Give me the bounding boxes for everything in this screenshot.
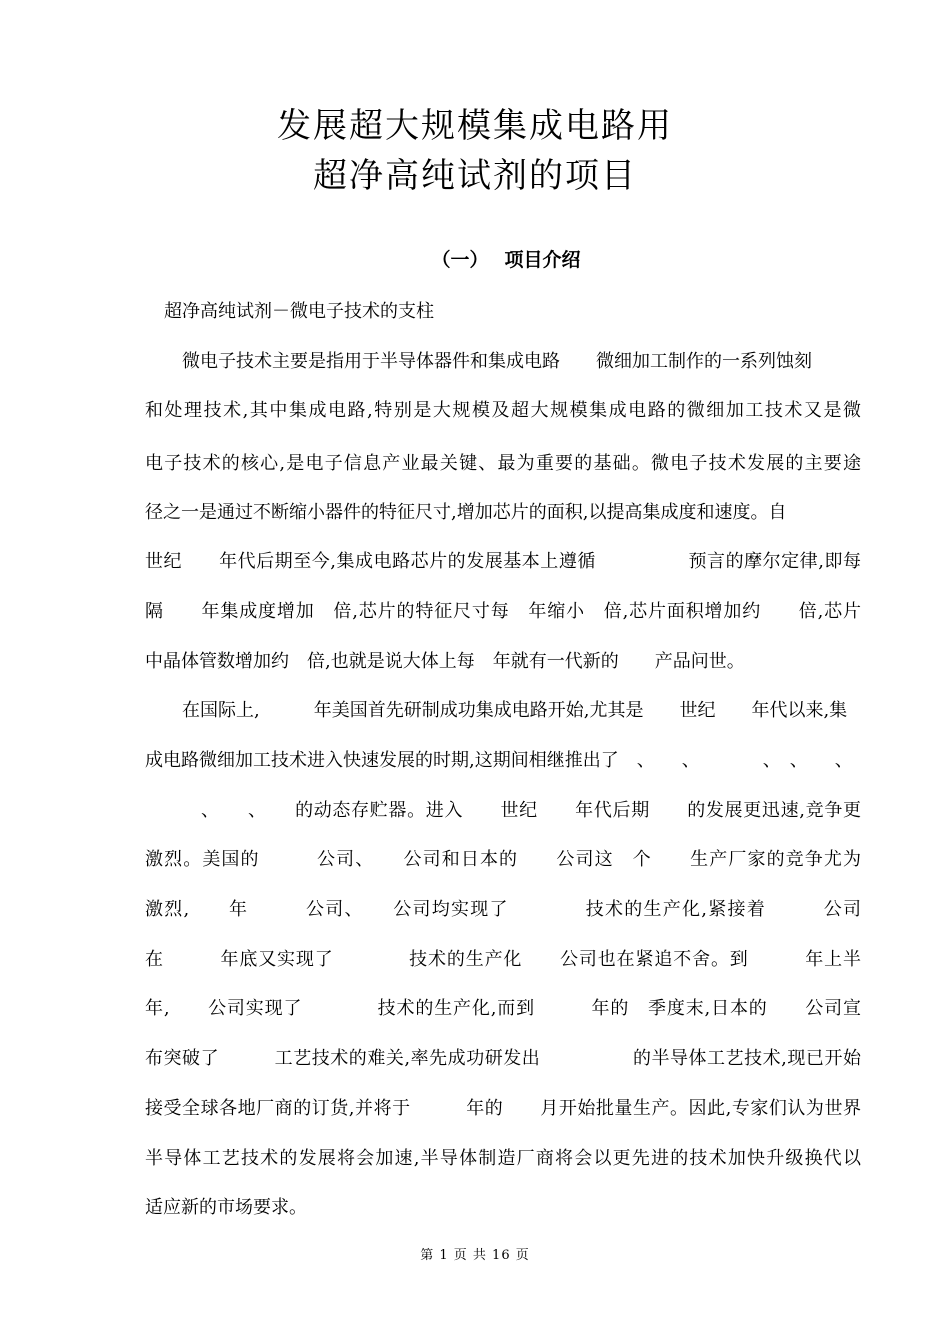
paragraph-1-line-4: 径之一是通过不断缩小器件的特征尺寸,增加芯片的面积,以提高集成度和速度。自 [145,502,787,523]
paragraph-1-line-1: 微电子技术主要是指用于半导体器件和集成电路 微细加工制作的一系列蚀刻 [182,351,812,372]
section-title: 项目介绍 [504,249,581,271]
paragraph-2-line-8: 布突破了 工艺技术的难关,率先成功研发出 的半导体工艺技术,现已开始 [145,1048,861,1069]
paragraph-2-line-9: 接受全球各地厂商的订货,并将于 年的 月开始批量生产。因此,专家们认为世界 [145,1098,861,1119]
paragraph-2-line-3: 、 、 的动态存贮器。进入 世纪 年代后期 的发展更迅速,竞争更 [145,800,861,821]
document-title-line-2: 超净高纯试剂的项目 [313,156,637,196]
paragraph-2-line-4: 激烈。美国的 公司、 公司和日本的 公司这 个 生产厂家的竞争尤为 [145,849,861,870]
paragraph-2-line-5: 激烈, 年 公司、 公司均实现了 技术的生产化,紧接着 公司 [145,899,861,920]
document-title-line-1: 发展超大规模集成电路用 [277,106,673,146]
paragraph-2-line-11: 适应新的市场要求。 [145,1197,307,1218]
page-footer: 第 1 页 共 16 页 [420,1248,530,1263]
paragraph-2-line-6: 在 年底又实现了 技术的生产化 公司也在紧追不舍。到 年上半 [145,949,861,970]
paragraph-2-line-1: 在国际上, 年美国首先研制成功集成电路开始,尤其是 世纪 年代以来,集 [182,700,848,721]
section-number: （一） [431,249,489,271]
paragraph-1-line-2: 和处理技术,其中集成电路,特别是大规模及超大规模集成电路的微细加工技术又是微 [145,400,861,421]
paragraph-1-line-6: 隔 年集成度增加 倍,芯片的特征尺寸每 年缩小 倍,芯片面积增加约 倍,芯片 [145,601,861,622]
paragraph-1-line-5: 世纪 年代后期至今,集成电路芯片的发展基本上遵循 预言的摩尔定律,即每 [145,551,861,572]
section-heading [0,246,950,274]
paragraph-1-line-7: 中晶体管数增加约 倍,也就是说大体上每 年就有一代新的 产品问世。 [145,651,745,672]
paragraph-2-line-2: 成电路微细加工技术进入快速发展的时期,这期间相继推出了 、 、 、 、 、 [145,750,853,771]
paragraph-2-line-10: 半导体工艺技术的发展将会加速,半导体制造厂商将会以更先进的技术加快升级换代以 [145,1148,861,1169]
paragraph-1-line-3: 电子技术的核心,是电子信息产业最关键、最为重要的基础。微电子技术发展的主要途 [145,453,861,474]
paragraph-2-line-7: 年, 公司实现了 技术的生产化,而到 年的 季度末,日本的 公司宣 [145,998,861,1019]
subtitle: 超净高纯试剂－微电子技术的支柱 [164,301,434,322]
